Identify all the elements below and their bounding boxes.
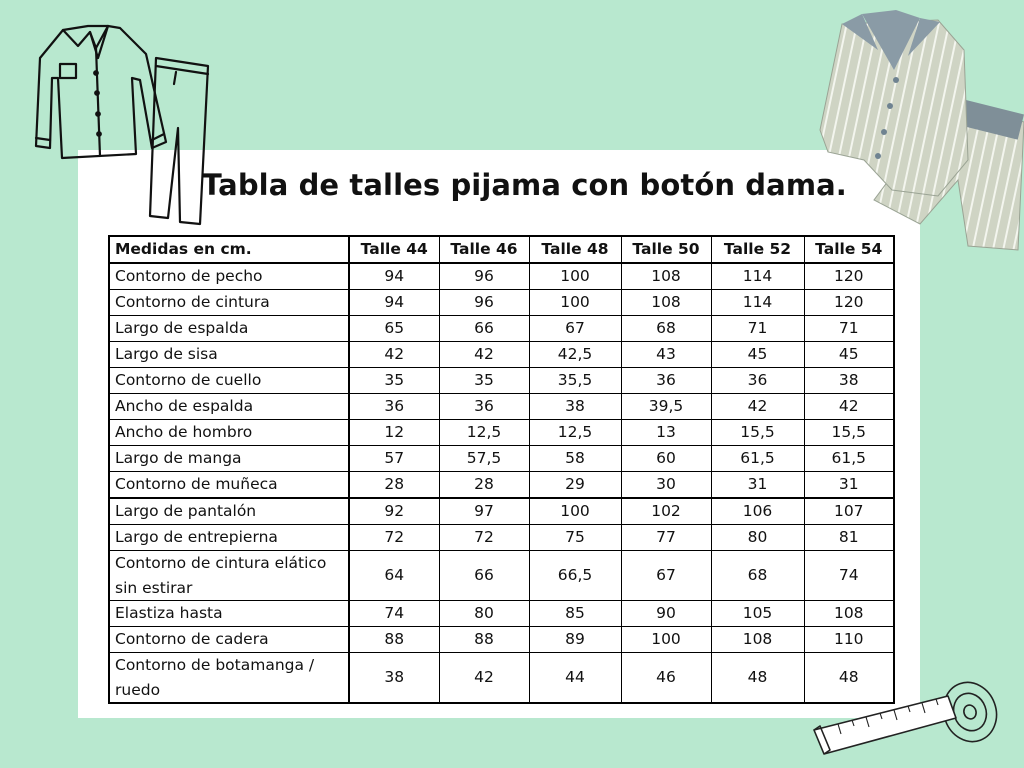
table-row xyxy=(109,316,894,342)
table-cell: 74 xyxy=(349,601,439,627)
row-label: Contorno de muñeca xyxy=(109,472,349,499)
table-cell: 36 xyxy=(439,394,529,420)
row-label: Ancho de hombro xyxy=(109,420,349,446)
row-label: Largo de sisa xyxy=(109,342,349,368)
table-cell: 105 xyxy=(711,601,804,627)
table-cell: 42,5 xyxy=(529,342,621,368)
table-row xyxy=(109,342,894,368)
table-cell: 71 xyxy=(711,316,804,342)
table-row xyxy=(109,263,894,290)
table-cell: 80 xyxy=(711,525,804,551)
table-cell: 29 xyxy=(529,472,621,499)
table-cell: 120 xyxy=(804,263,894,290)
table-cell: 36 xyxy=(711,368,804,394)
table-cell: 96 xyxy=(439,290,529,316)
table-cell: 42 xyxy=(711,394,804,420)
table-cell: 35 xyxy=(349,368,439,394)
table-row xyxy=(109,627,894,653)
table-cell: 35 xyxy=(439,368,529,394)
table-cell: 42 xyxy=(439,653,529,704)
table-cell: 36 xyxy=(621,368,711,394)
table-cell: 28 xyxy=(349,472,439,499)
table-cell: 90 xyxy=(621,601,711,627)
table-row xyxy=(109,420,894,446)
table-cell: 61,5 xyxy=(711,446,804,472)
row-label: Contorno de botamanga / ruedo xyxy=(109,653,349,704)
row-label: Largo de espalda xyxy=(109,316,349,342)
table-row xyxy=(109,368,894,394)
table-cell: 30 xyxy=(621,472,711,499)
table-cell: 28 xyxy=(439,472,529,499)
table-cell: 108 xyxy=(621,263,711,290)
table-cell: 44 xyxy=(529,653,621,704)
table-cell: 88 xyxy=(439,627,529,653)
table-cell: 38 xyxy=(804,368,894,394)
table-cell: 38 xyxy=(349,653,439,704)
table-cell: 61,5 xyxy=(804,446,894,472)
table-cell: 42 xyxy=(349,342,439,368)
table-cell: 88 xyxy=(349,627,439,653)
table-cell: 66,5 xyxy=(529,551,621,601)
column-header: Talle 48 xyxy=(529,236,621,263)
table-cell: 71 xyxy=(804,316,894,342)
table-cell: 42 xyxy=(804,394,894,420)
table-cell: 68 xyxy=(621,316,711,342)
table-cell: 58 xyxy=(529,446,621,472)
table-row xyxy=(109,551,894,601)
row-label: Largo de pantalón xyxy=(109,498,349,525)
table-cell: 67 xyxy=(621,551,711,601)
table-cell: 36 xyxy=(349,394,439,420)
table-cell: 100 xyxy=(621,627,711,653)
table-cell: 66 xyxy=(439,551,529,601)
table-cell: 92 xyxy=(349,498,439,525)
table-cell: 85 xyxy=(529,601,621,627)
table-row xyxy=(109,525,894,551)
size-table xyxy=(108,235,895,704)
table-cell: 67 xyxy=(529,316,621,342)
table-cell: 94 xyxy=(349,290,439,316)
column-header: Talle 54 xyxy=(804,236,894,263)
table-cell: 120 xyxy=(804,290,894,316)
table-cell: 100 xyxy=(529,290,621,316)
table-cell: 57,5 xyxy=(439,446,529,472)
table-cell: 15,5 xyxy=(804,420,894,446)
table-cell: 12,5 xyxy=(439,420,529,446)
table-row xyxy=(109,290,894,316)
table-cell: 48 xyxy=(804,653,894,704)
table-row xyxy=(109,653,894,704)
table-cell: 96 xyxy=(439,263,529,290)
table-cell: 100 xyxy=(529,498,621,525)
pajama-outline-icon xyxy=(28,18,218,228)
table-cell: 65 xyxy=(349,316,439,342)
table-cell: 114 xyxy=(711,290,804,316)
row-label: Largo de manga xyxy=(109,446,349,472)
table-cell: 48 xyxy=(711,653,804,704)
row-label: Contorno de pecho xyxy=(109,263,349,290)
table-row xyxy=(109,446,894,472)
row-label: Largo de entrepierna xyxy=(109,525,349,551)
table-cell: 110 xyxy=(804,627,894,653)
table-cell: 38 xyxy=(529,394,621,420)
table-cell: 94 xyxy=(349,263,439,290)
column-header: Talle 44 xyxy=(349,236,439,263)
table-cell: 68 xyxy=(711,551,804,601)
table-cell: 45 xyxy=(711,342,804,368)
striped-pajama-icon xyxy=(818,10,1024,250)
table-cell: 57 xyxy=(349,446,439,472)
column-header: Talle 50 xyxy=(621,236,711,263)
table-cell: 72 xyxy=(439,525,529,551)
table-cell: 75 xyxy=(529,525,621,551)
table-cell: 64 xyxy=(349,551,439,601)
table-cell: 46 xyxy=(621,653,711,704)
row-label: Contorno de cuello xyxy=(109,368,349,394)
table-cell: 107 xyxy=(804,498,894,525)
column-header: Talle 46 xyxy=(439,236,529,263)
row-label: Contorno de cintura elático sin estirar xyxy=(109,551,349,601)
table-cell: 106 xyxy=(711,498,804,525)
table-cell: 108 xyxy=(711,627,804,653)
table-cell: 100 xyxy=(529,263,621,290)
column-header: Medidas en cm. xyxy=(109,236,349,263)
table-cell: 72 xyxy=(349,525,439,551)
table-cell: 13 xyxy=(621,420,711,446)
table-cell: 77 xyxy=(621,525,711,551)
table-header-row xyxy=(109,236,894,263)
table-cell: 39,5 xyxy=(621,394,711,420)
table-cell: 81 xyxy=(804,525,894,551)
table-cell: 45 xyxy=(804,342,894,368)
row-label: Elastiza hasta xyxy=(109,601,349,627)
table-cell: 31 xyxy=(711,472,804,499)
table-cell: 12 xyxy=(349,420,439,446)
table-cell: 43 xyxy=(621,342,711,368)
row-label: Ancho de espalda xyxy=(109,394,349,420)
table-cell: 31 xyxy=(804,472,894,499)
table-cell: 89 xyxy=(529,627,621,653)
table-row xyxy=(109,394,894,420)
table-cell: 74 xyxy=(804,551,894,601)
table-cell: 114 xyxy=(711,263,804,290)
table-cell: 15,5 xyxy=(711,420,804,446)
table-cell: 60 xyxy=(621,446,711,472)
table-cell: 80 xyxy=(439,601,529,627)
row-label: Contorno de cintura xyxy=(109,290,349,316)
table-cell: 12,5 xyxy=(529,420,621,446)
table-cell: 108 xyxy=(621,290,711,316)
table-cell: 35,5 xyxy=(529,368,621,394)
table-cell: 97 xyxy=(439,498,529,525)
row-label: Contorno de cadera xyxy=(109,627,349,653)
table-row xyxy=(109,498,894,525)
table-cell: 42 xyxy=(439,342,529,368)
table-cell: 102 xyxy=(621,498,711,525)
table-row xyxy=(109,601,894,627)
table-cell: 108 xyxy=(804,601,894,627)
table-cell: 66 xyxy=(439,316,529,342)
page-title: Tabla de talles pijama con botón dama. xyxy=(202,168,847,202)
column-header: Talle 52 xyxy=(711,236,804,263)
table-row xyxy=(109,472,894,499)
